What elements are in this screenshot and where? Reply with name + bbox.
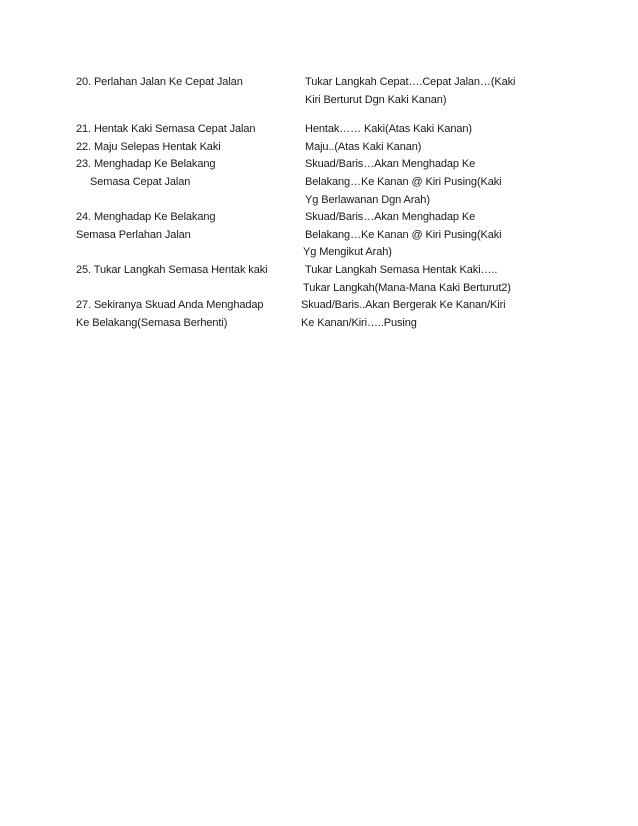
item-25-response-line-2: Tukar Langkah(Mana-Mana Kaki Berturut2): [303, 282, 511, 294]
item-23-command-line-1: 23. Menghadap Ke Belakang: [76, 158, 216, 170]
item-20-command: 20. Perlahan Jalan Ke Cepat Jalan: [76, 76, 243, 88]
item-25-response-line-1: Tukar Langkah Semasa Hentak Kaki…..: [305, 264, 498, 276]
item-22-command: 22. Maju Selepas Hentak Kaki: [76, 141, 221, 153]
item-24-response-line-3: Yg Mengikut Arah): [303, 246, 392, 258]
item-27-command-line-2: Ke Belakang(Semasa Berhenti): [76, 317, 228, 329]
item-24-command-line-1: 24. Menghadap Ke Belakang: [76, 211, 216, 223]
item-22-response: Maju..(Atas Kaki Kanan): [305, 141, 422, 153]
item-24-command-line-2: Semasa Perlahan Jalan: [76, 229, 191, 241]
item-23-response-line-3: Yg Berlawanan Dgn Arah): [305, 194, 430, 206]
item-20-response-line-1: Tukar Langkah Cepat….Cepat Jalan…(Kaki: [305, 76, 516, 88]
item-23-response-line-1: Skuad/Baris…Akan Menghadap Ke: [305, 158, 476, 170]
item-21-command: 21. Hentak Kaki Semasa Cepat Jalan: [76, 123, 256, 135]
item-21-response: Hentak…… Kaki(Atas Kaki Kanan): [305, 123, 472, 135]
item-24-response-line-2: Belakang…Ke Kanan @ Kiri Pusing(Kaki: [305, 229, 502, 241]
item-23-response-line-2: Belakang…Ke Kanan @ Kiri Pusing(Kaki: [305, 176, 502, 188]
item-23-command-line-2: Semasa Cepat Jalan: [90, 176, 191, 188]
item-27-response-line-1: Skuad/Baris..Akan Bergerak Ke Kanan/Kiri: [301, 299, 506, 311]
item-25-command: 25. Tukar Langkah Semasa Hentak kaki: [76, 264, 268, 276]
item-27-command-line-1: 27. Sekiranya Skuad Anda Menghadap: [76, 299, 264, 311]
item-27-response-line-2: Ke Kanan/Kiri…..Pusing: [301, 317, 417, 329]
item-24-response-line-1: Skuad/Baris…Akan Menghadap Ke: [305, 211, 476, 223]
item-20-response-line-2: Kiri Berturut Dgn Kaki Kanan): [305, 94, 447, 106]
